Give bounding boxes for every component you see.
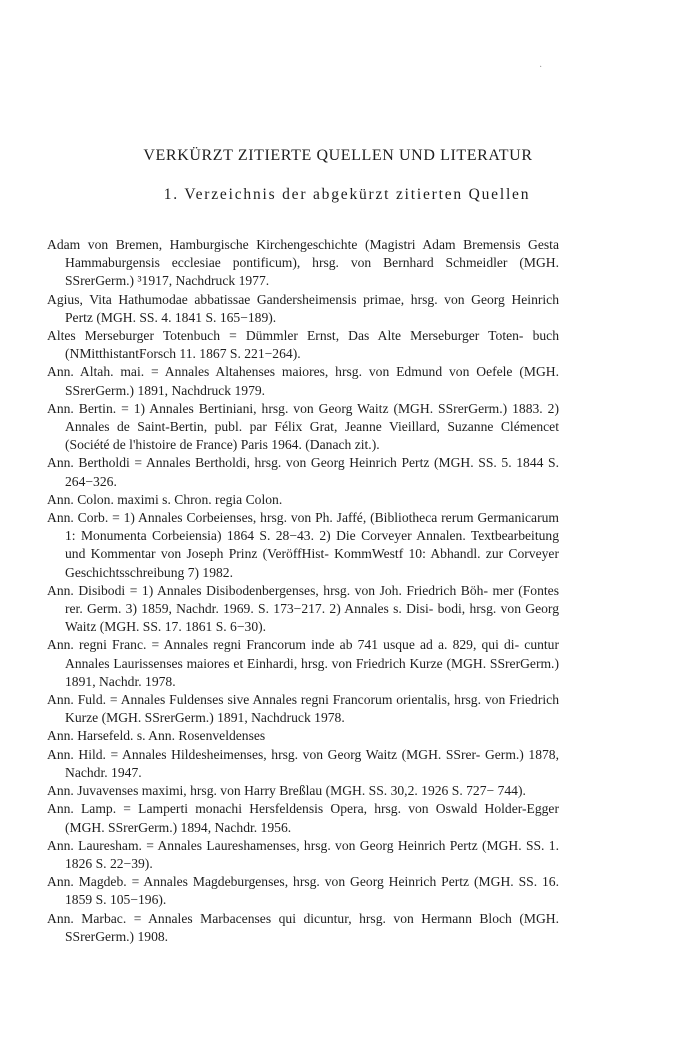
entry-line: 1883. 2) Annales de Saint-Bertin, publ. par Félix Grat, Jeanne Vieillard, xyxy=(65,400,559,435)
entry-line: (MGH. SSrerGerm.) 1891, Nachdr. 1978. xyxy=(65,655,559,689)
entry-line: Gesta Hammaburgensis ecclesiae pontificum), hrsg. von Bernhard Schmeidler xyxy=(65,237,559,271)
entry-line: Ann. Juvavenses maximi, hrsg. von Harry Breßlau (MGH. SS. 30,2. 1926 S. 727− xyxy=(47,783,495,799)
entry-line: Agius, Vita Hathumodae abbatissae Gandersheimensis primae, hrsg. von Georg xyxy=(47,291,505,307)
entry-line: Holder-Egger (MGH. SSrerGerm.) 1894, Nachdr. 1956. xyxy=(65,801,559,835)
entry-line: (MGH. SSrerGerm.) 1908. xyxy=(65,910,559,944)
bibliography-entry xyxy=(47,727,559,745)
entry-line: von Friedrich Kurze (MGH. SSrerGerm.) 1891, Nachdruck 1978. xyxy=(65,692,559,726)
bibliography-entry xyxy=(47,800,559,836)
entry-line: Altes Merseburger Totenbuch = Dümmler Ernst, Das Alte Merseburger Toten- xyxy=(47,328,524,344)
bibliography-entry xyxy=(47,636,559,691)
entry-line: Suzanne Clémencet (Société de l'histoire de France) Paris 1964. (Danach zit.). xyxy=(65,419,559,453)
bibliography-entry xyxy=(47,291,559,327)
bibliography-entry xyxy=(47,910,559,946)
entry-line: Germ.) 1878, Nachdr. 1947. xyxy=(65,746,559,780)
entry-line: Ann. Colon. maximi s. Chron. regia Colon. xyxy=(47,491,283,507)
bibliography-entry xyxy=(47,491,559,509)
entry-line: KommWestf 10: Abhandl. zur Corveyer Geschichtsschreibung 7) 1982. xyxy=(65,546,559,580)
entry-line: Ann. regni Franc. = Annales regni Francorum inde ab 741 usque ad a. 829, qui di- xyxy=(47,637,520,653)
bibliography-entry xyxy=(47,327,559,363)
bibliography-entry xyxy=(47,746,559,782)
entry-line: Ann. Magdeb. = Annales Magdeburgenses, hrsg. von Georg Heinrich Pertz xyxy=(47,874,470,890)
entry-line: buch (NMitthistantForsch 11. 1867 S. 221−264). xyxy=(65,328,559,362)
bibliography-entry xyxy=(47,236,559,291)
entry-line: Ann. Altah. mai. = Annales Altahenses maiores, hrsg. von Edmund von Oefele xyxy=(47,364,513,380)
bibliography-entry xyxy=(47,873,559,909)
entry-line: (MGH. SS. 16. 1859 S. 105−196). xyxy=(65,874,559,908)
bibliography-entry xyxy=(47,363,559,399)
entry-line: (MGH. SS. 1. 1826 S. 22−39). xyxy=(65,837,559,871)
bibliography-entry xyxy=(47,782,559,800)
entry-line: Ann. Fuld. = Annales Fuldenses sive Annales regni Francorum orientalis, hrsg. xyxy=(47,692,481,708)
bibliography-entry xyxy=(47,400,559,455)
entry-line: Ann. Harsefeld. s. Ann. Rosenveldenses xyxy=(47,728,266,744)
entry-line: mer (Fontes rer. Germ. 3) 1859, Nachdr. 1969. S. 173−217. 2) Annales s. Disi- xyxy=(65,582,559,617)
entry-line: Ann. Bertin. = 1) Annales Bertiniani, hrsg. von Georg Waitz (MGH. SSrerGerm.) xyxy=(47,400,508,416)
bibliography-entry xyxy=(47,454,559,490)
section-heading-text: 1. Verzeichnis der abgekürzt zitierten Quellen xyxy=(163,186,531,203)
entry-line: bodi, hrsg. von Georg Waitz (MGH. SS. 17. 1861 S. 6−30). xyxy=(65,601,560,635)
bibliography-entry xyxy=(47,837,559,873)
entry-line: Ann. Lamp. = Lamperti monachi Hersfeldensis Opera, hrsg. von Oswald xyxy=(47,801,478,817)
page-title xyxy=(0,146,700,166)
entry-line: (MGH. SSrerGerm.) ³1917, Nachdruck 1977. xyxy=(65,255,560,289)
entry-line: 744). xyxy=(497,783,526,799)
section-heading xyxy=(0,185,700,205)
bibliography-list xyxy=(47,236,559,946)
page-title-text: VERKÜRZT ZITIERTE QUELLEN UND LITERATUR xyxy=(143,147,533,164)
entry-line: Annalen. Textbearbeitung und Kommentar von Joseph Prinz (VeröffHist- xyxy=(65,528,559,562)
entry-line: cuntur Annales Laurissenses maiores et Einhardi, hrsg. von Friedrich Kurze xyxy=(65,637,560,671)
entry-line: Adam von Bremen, Hamburgische Kirchengeschichte (Magistri Adam Bremensis xyxy=(47,237,521,252)
entry-line: Ann. Marbac. = Annales Marbacenses qui dicuntur, hrsg. von Hermann Bloch xyxy=(47,910,512,926)
entry-line: Heinrich Pertz (MGH. SS. 4. 1841 S. 165−189). xyxy=(65,291,559,325)
bibliography-entry xyxy=(47,509,559,582)
bibliography-entry xyxy=(47,582,559,637)
bibliography-entry xyxy=(47,691,559,727)
entry-line: Ann. Lauresham. = Annales Laureshamenses, hrsg. von Georg Heinrich Pertz xyxy=(47,837,478,853)
entry-line: Ann. Hild. = Annales Hildesheimenses, hrsg. von Georg Waitz (MGH. SSrer- xyxy=(47,746,481,762)
entry-line: Ann. Bertholdi = Annales Bertholdi, hrsg. von Georg Heinrich Pertz (MGH. SS. xyxy=(47,455,497,471)
entry-line: (MGH. SSrerGerm.) 1891, Nachdruck 1979. xyxy=(65,364,559,398)
entry-line: 5. 1844 S. 264−326. xyxy=(65,455,560,489)
entry-line: Ann. Corb. = 1) Annales Corbeienses, hrsg. von Ph. Jaffé, (Bibliotheca rerum xyxy=(47,510,474,526)
entry-line: Ann. Disibodi = 1) Annales Disibodenbergenses, hrsg. von Joh. Friedrich Böh- xyxy=(47,582,488,598)
entry-line: Germanicarum 1: Monumenta Corbeiensia) 1864 S. 28−43. 2) Die Corveyer xyxy=(65,510,559,544)
corner-mark: · xyxy=(539,62,543,73)
